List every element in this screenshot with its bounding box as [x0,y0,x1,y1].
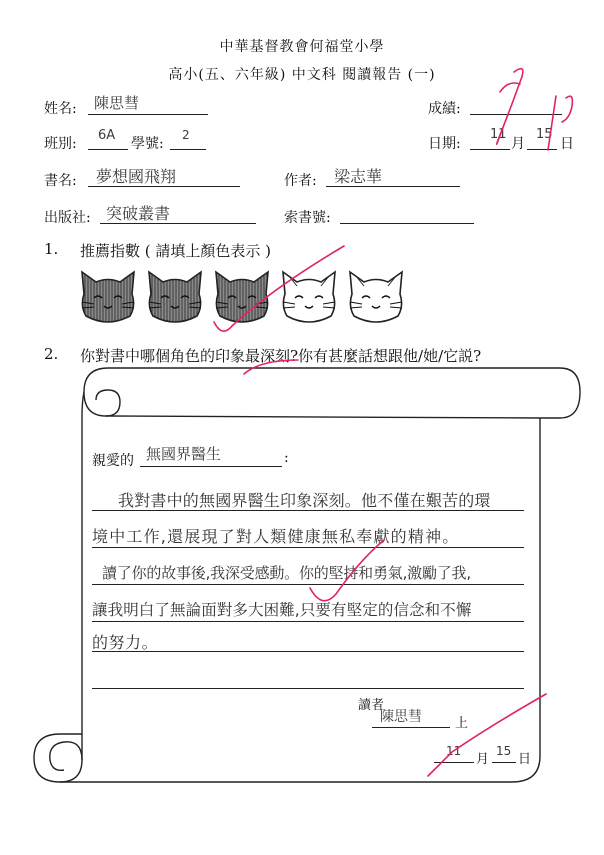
salutation-prefix: 親愛的 [92,453,134,469]
sign-month-value[interactable]: 11 [446,744,462,758]
sign-month-unit: 月 [476,752,490,767]
book-value[interactable]: 夢想國飛翔 [96,167,177,186]
letter-line-text[interactable]: 讀了你的故事後,我深受感動。你的堅持和勇氣,激勵了我, [102,564,471,582]
class-value[interactable]: 6A [98,128,116,143]
sign-day-unit: 日 [518,752,532,767]
letter-line-text[interactable]: 境中工作,還展現了對人類健康無私奉獻的精神。 [92,527,460,546]
student-no-value[interactable]: 2 [182,128,190,142]
rating-check [214,246,344,331]
publisher-label: 出版社: [44,210,91,226]
question-2-number: 2. [44,345,59,363]
sign-day-value[interactable]: 15 [496,744,512,758]
reader-label: 讀者 [358,698,385,713]
publisher-value[interactable]: 突破叢書 [106,204,171,223]
student-no-label: 學號: [131,136,164,152]
signature-value[interactable]: 陳思彗 [380,709,422,725]
grade-mark-slash [548,96,556,150]
report-title: 高小(五、六年級) 中文科 閱讀報告 (一) [168,67,436,83]
question-2-tick [244,360,298,374]
salutation-colon: : [284,450,289,466]
question-1-text: 推薦指數 ( 請填上顏色表示 ) [80,242,272,260]
date-day-unit: 日 [560,136,574,152]
signature-suffix: 上 [455,716,469,731]
letter-line-text[interactable]: 讓我明白了無論面對多大困難,只要有堅定的信念和不懈 [92,601,472,619]
class-label: 班別: [44,136,77,152]
call-no-label: 索書號: [284,210,331,226]
grade-label: 成績: [428,101,461,117]
date-month-value[interactable]: 11 [490,127,507,142]
letter-line-text[interactable]: 我對書中的無國界醫生印象深刻。他不僅在艱苦的環 [118,491,491,510]
date-day-value[interactable]: 15 [536,127,553,142]
date-label: 日期: [428,136,461,152]
grade-mark-stroke [497,69,523,145]
author-value[interactable]: 梁志華 [334,167,383,186]
letter-line-text[interactable]: 的努力。 [92,633,159,652]
letter-check [310,540,384,601]
date-check [428,694,546,776]
school-name: 中華基督教會何福堂小學 [219,39,385,55]
name-value[interactable]: 陳思彗 [94,94,140,112]
question-1-number: 1. [44,240,59,258]
book-label: 書名: [44,173,77,189]
name-label: 姓名: [44,101,77,117]
question-2-text: 你對書中哪個角色的印象最深刻?你有甚麼話想跟他/她/它説? [80,347,482,365]
grade-mark-note [562,96,572,122]
author-label: 作者: [284,173,317,189]
recipient-value[interactable]: 無國界醫生 [146,445,222,463]
date-month-unit: 月 [511,136,525,152]
